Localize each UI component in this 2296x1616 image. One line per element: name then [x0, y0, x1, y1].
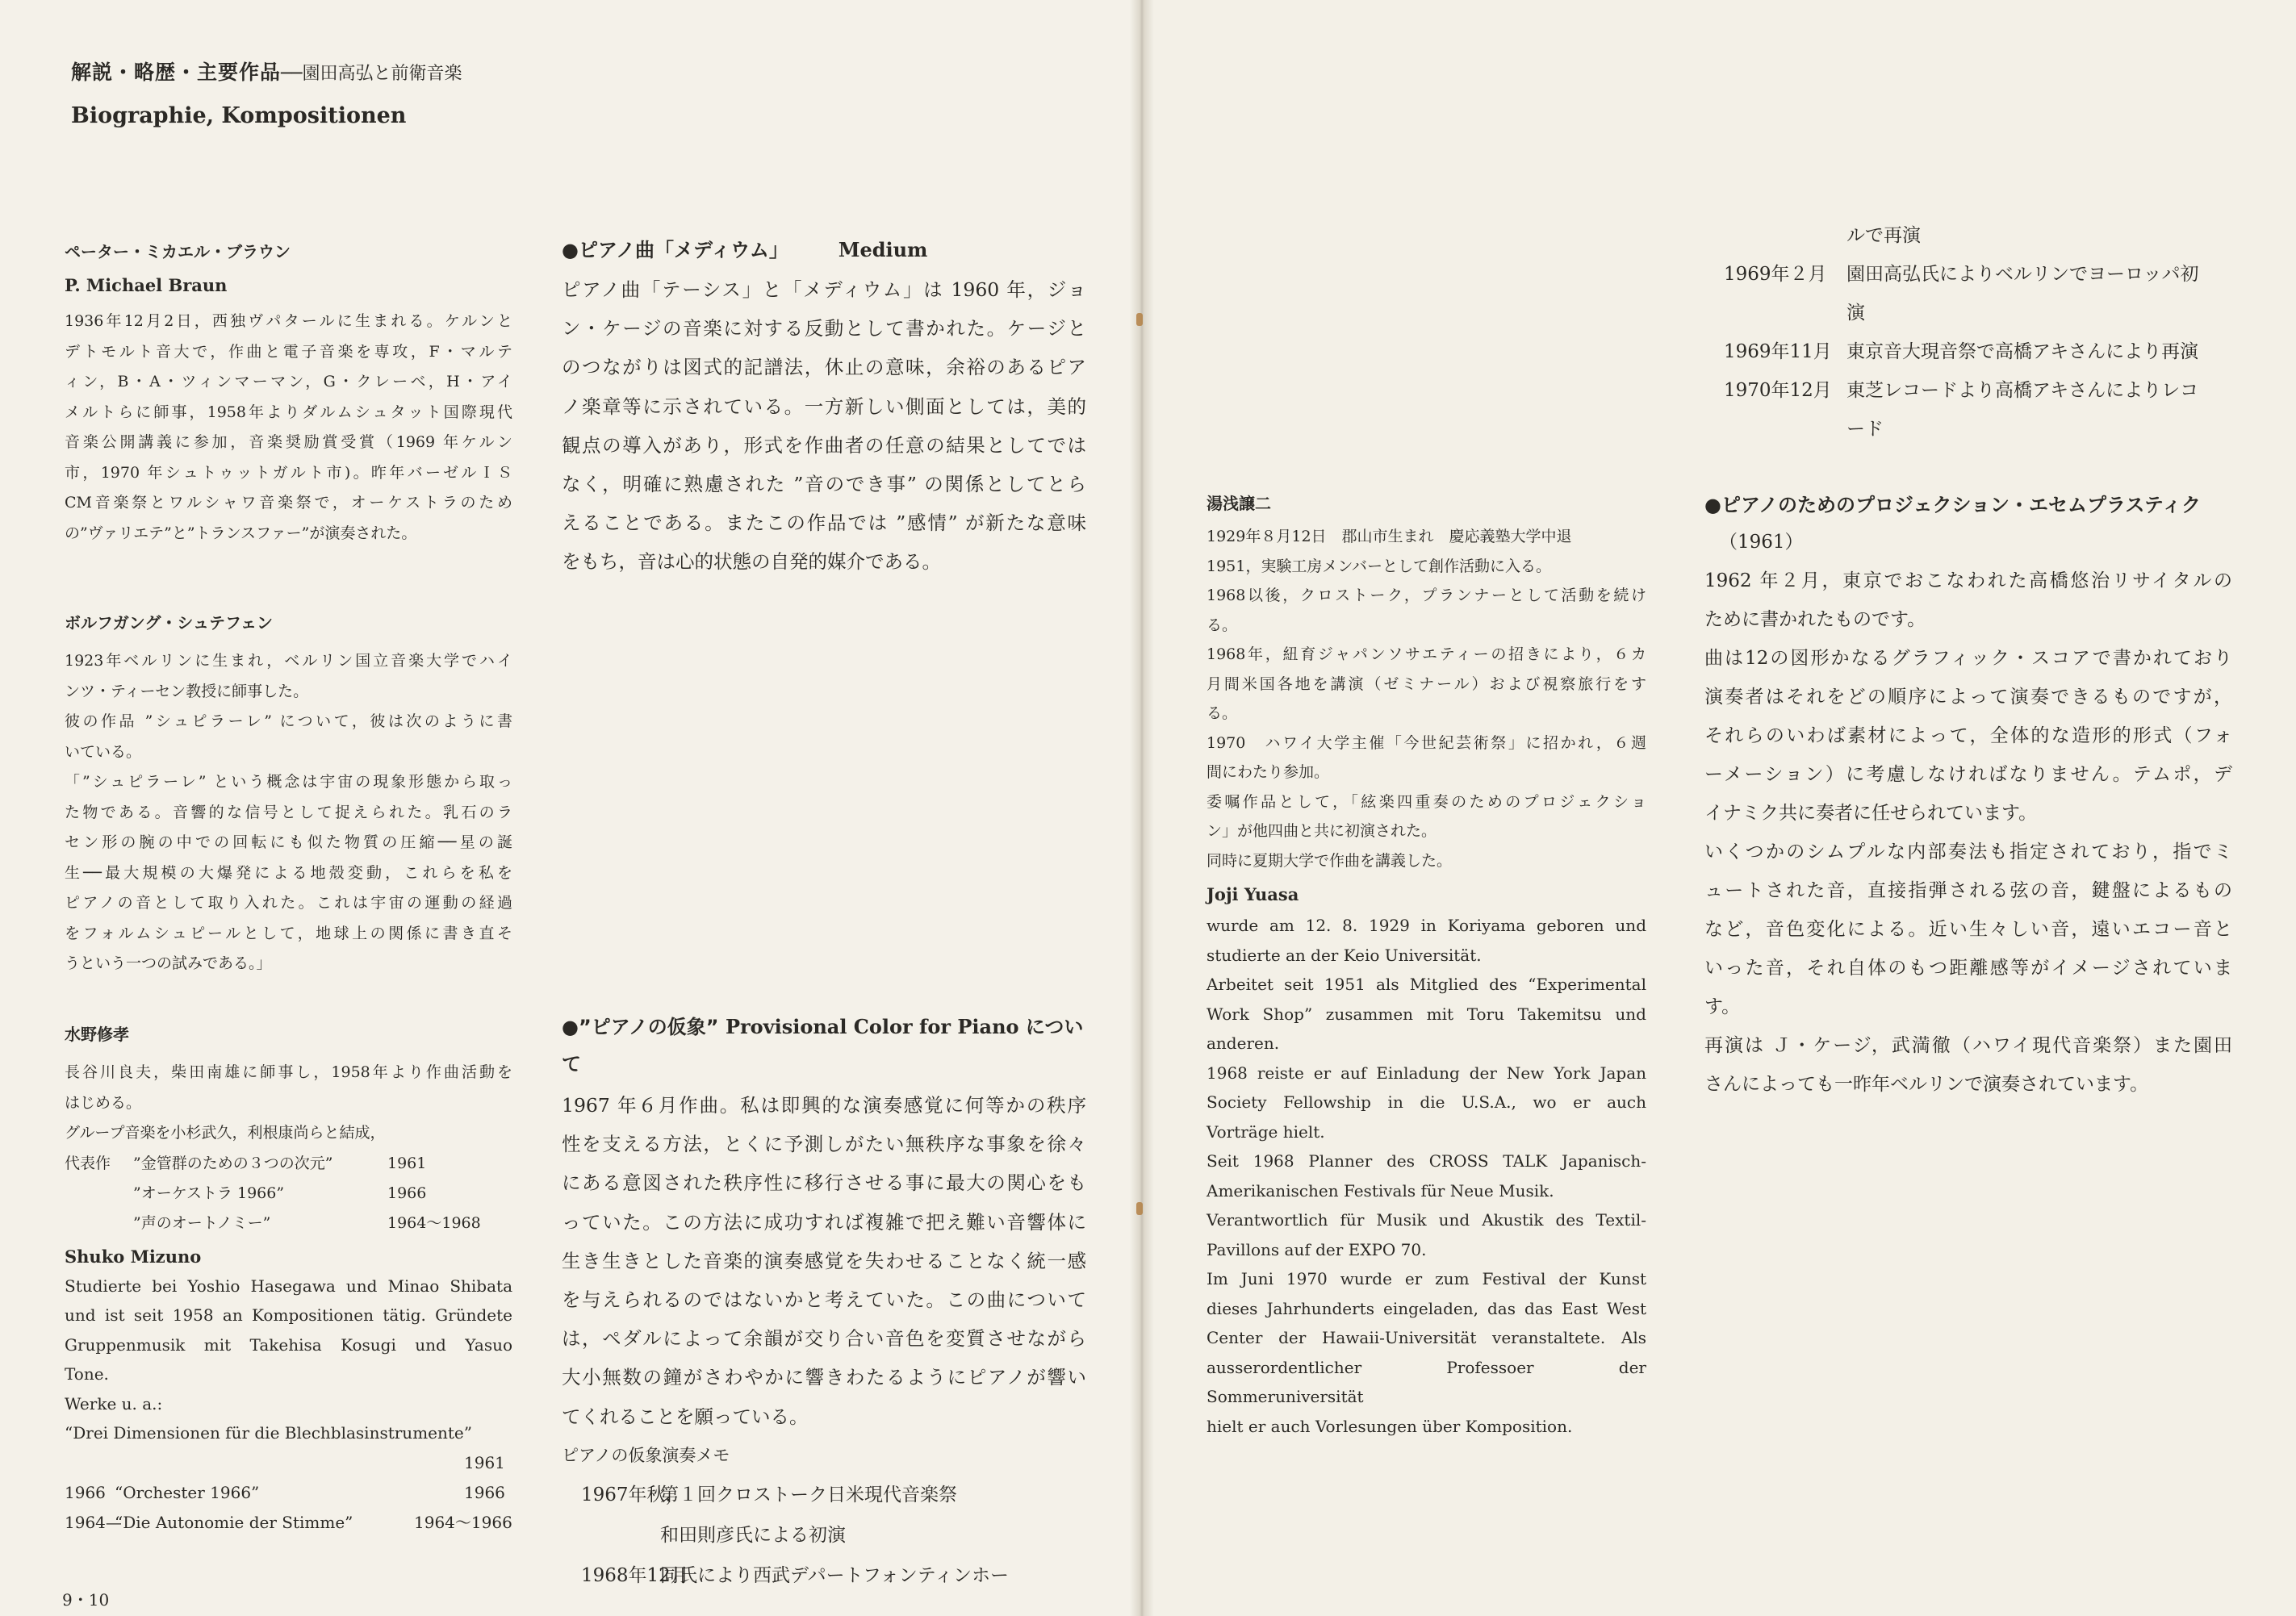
- text-line: Verantwortlich für Musik und Akustik des Textil-: [1207, 1210, 1646, 1230]
- history-date: 1970年12月: [1724, 380, 1832, 401]
- title-jp: 解説・略歴・主要作品: [71, 61, 282, 84]
- text-line: のつながりは図式的記譜法，休止の意味，余裕のあるピア: [562, 356, 1086, 379]
- text-line: 月間米国各地を講演（ゼミナール）および視察旅行をす: [1207, 674, 1646, 693]
- text-line: 性を支える方法，とくに予測しがたい無秩序な事象を徐々: [562, 1133, 1086, 1156]
- text-line: 同時に夏期大学で作曲を講義した。: [1207, 851, 1453, 870]
- work-label: 1966: [65, 1482, 106, 1502]
- text-line: 演奏者はそれをどの順序によって演奏できるものですが，: [1704, 687, 2232, 708]
- memo-text: 第１回クロストーク日米現代音楽祭: [660, 1484, 957, 1506]
- text-line: Pavillons auf der EXPO 70.: [1207, 1239, 1427, 1259]
- composer-name-jp: ペーター・ミカエル・ブラウン: [65, 242, 291, 261]
- text-line: wurde am 12. 8. 1929 in Koriyama geboren und: [1207, 916, 1646, 935]
- work-title: “Die Autonomie der Stimme”: [115, 1512, 353, 1532]
- text-line: und ist seit 1958 an Kompositionen tätig. Gründete: [65, 1305, 512, 1325]
- text-line: ン」が他四曲と共に初演された。: [1207, 822, 1437, 840]
- text-line: 再演は Ｊ・ケージ，武満徹（ハワイ現代音楽祭）また園田: [1704, 1035, 2232, 1056]
- text-line: にある意図された秩序性に移行させる事に最大の関心をも: [562, 1171, 1086, 1195]
- work-title: ”声のオートノミー”: [133, 1213, 271, 1232]
- history-text: 東京音大現音祭で高橋アキさんにより再演: [1846, 341, 2199, 362]
- composer-name-jp: ボルフガング・シュテフェン: [65, 613, 273, 633]
- text-line: いくつかのシムプルな内部奏法も指定されており，指でミ: [1704, 841, 2232, 862]
- memo-date: 1968年12月: [581, 1565, 689, 1587]
- text-line: 間にわたり参加。: [1207, 763, 1330, 781]
- work-title: ”金管群のための３つの次元”: [133, 1154, 333, 1172]
- text-line: 市，1970 年シュトゥットガルト市)。昨年バーゼルＩＳ: [65, 463, 512, 482]
- memo-row: [581, 1515, 1086, 1555]
- work-row: [65, 1179, 512, 1209]
- text-line: 委嘱作品として，「絃楽四重奏のためのプロジェクショ: [1207, 792, 1646, 811]
- section-title-cont: て: [562, 1053, 581, 1075]
- text-line: Werke u. a.:: [65, 1393, 163, 1413]
- work-year: 1964〜1968: [387, 1213, 481, 1232]
- work-row: [65, 1209, 512, 1238]
- memo-heading: ピアノの仮象演奏メモ: [562, 1445, 730, 1465]
- text-line: Work Shop” zusammen mit Toru Takemitsu und: [1207, 1004, 1646, 1024]
- history-text: ード: [1846, 419, 1884, 440]
- work-year: 1966: [464, 1482, 505, 1502]
- history-row: [1724, 410, 2240, 449]
- history-text: 園田高弘氏によりベルリンでヨーロッパ初: [1846, 264, 2199, 285]
- text-line: ュートされた音，直接指弾される弦の音，鍵盤によるもの: [1704, 880, 2232, 901]
- stephan-section: [65, 610, 512, 979]
- text-line: ausserordentlicher Professoer der Sommeruniversität: [1207, 1357, 1646, 1406]
- work-year: 1966: [387, 1184, 427, 1202]
- text-line: ために書かれたものです。: [1704, 609, 1926, 630]
- history-text: 東芝レコードより高橋アキさんによりレコ: [1846, 380, 2199, 401]
- text-line: Gruppenmusik mit Takehisa Kosugi und Yasuo: [65, 1334, 512, 1355]
- page-title-jp: [71, 56, 462, 86]
- memo-text: 同氏により西武デパートフォンティンホー: [660, 1565, 1009, 1587]
- provisional-section: [562, 1008, 1086, 1596]
- history-row: [1724, 255, 2240, 294]
- text-line: デトモルト音大で，作曲と電子音楽を専攻，F・マルテ: [65, 342, 512, 361]
- works-list-de: [65, 1448, 512, 1538]
- text-line: 1968年，紐育ジャパンソサエティーの招きにより，６カ: [1207, 645, 1646, 663]
- memo-row: [581, 1555, 1086, 1596]
- projection-section: [1704, 487, 2232, 1104]
- work-label: 1964—: [65, 1512, 122, 1532]
- text-line: てくれることを願っている。: [562, 1405, 809, 1428]
- text-line: ピアノ曲「テーシス」と「メディウム」は 1960 年，ジョ: [562, 278, 1086, 301]
- text-line: Vorträge hielt.: [1207, 1121, 1325, 1142]
- text-line: CM音楽祭とワルシャワ音楽祭で，オーケストラのため: [65, 494, 512, 512]
- page-title-de: Biographie, Kompositionen: [71, 103, 407, 128]
- text-line: 1970 ハワイ大学主催「今世紀芸術祭」に招かれ，６週: [1207, 733, 1646, 752]
- text-line: 1929年８月12日 郡山市生まれ 慶応義塾大学中退: [1207, 528, 1572, 545]
- composer-name-jp: 水野修孝: [65, 1025, 129, 1044]
- text-line: Tone.: [65, 1364, 109, 1384]
- text-line: dieses Jahrhunderts eingeladen, das das East West: [1207, 1298, 1646, 1318]
- mizuno-section: [65, 1021, 512, 1538]
- memo-date: 1967年秋，: [581, 1484, 684, 1506]
- text-line: いった音，それ自体のもつ距離感等がイメージされていま: [1704, 958, 2232, 979]
- text-line: Society Fellowship in die U.S.A., wo er auch: [1207, 1092, 1646, 1112]
- section-title-jp-tail: につい: [1025, 1016, 1084, 1038]
- text-line: メルトらに師事，1958年よりダルムシュタット国際現代: [65, 403, 512, 421]
- text-line: 生──最大規模の大爆発による地殻変動，これらを私を: [65, 863, 512, 882]
- text-line: る。: [1207, 616, 1238, 634]
- text-line: ィン，B・A・ツィンマーマン，G・クレーベ，H・アイ: [65, 373, 512, 390]
- text-line: の”ヴァリエテ”と”トランスファー”が演奏された。: [65, 524, 417, 542]
- text-line: studierte an der Keio Universität.: [1207, 945, 1482, 965]
- section-year: （1961）: [1719, 532, 1804, 553]
- text-line: 1962 年２月，東京でおこなわれた高橋悠治リサイタルの: [1704, 570, 2232, 591]
- work-label: 代表作: [65, 1154, 111, 1172]
- text-line: 生き生きとした音楽的演奏感覚を失わせることなく統一感: [562, 1249, 1086, 1272]
- staple-mark: [1136, 1202, 1143, 1215]
- text-line: イナミク共に奏者に任せられています。: [1704, 803, 2038, 824]
- work-title: “Orchester 1966”: [115, 1482, 260, 1502]
- composer-name-de: P. Michael Braun: [65, 275, 228, 295]
- work-title: ”オーケストラ 1966”: [133, 1184, 285, 1202]
- work-row: [65, 1149, 512, 1179]
- work-year: 1961: [387, 1154, 427, 1172]
- section-title-jp: ●”ピアノの仮象”: [562, 1016, 719, 1038]
- text-line: をフォルムシュピールとして，地球上の関係に書き直そ: [65, 924, 512, 942]
- work-row: [65, 1448, 512, 1478]
- text-line: hielt er auch Vorlesungen über Komposition.: [1207, 1416, 1573, 1436]
- text-line: 曲は12の図形かなるグラフィック・スコアで書かれており: [1704, 648, 2232, 669]
- medium-section: [562, 234, 1086, 582]
- text-line: 観点の導入があり，形式を作曲者の任意の結果としてでは: [562, 433, 1086, 457]
- yuasa-section: [1207, 491, 1646, 1441]
- book-gutter: [1130, 0, 1154, 1616]
- history-date: 1969年２月: [1724, 264, 1827, 285]
- text-line: さんによっても一昨年ベルリンで演奏されています。: [1704, 1074, 2149, 1095]
- text-line: 1923年ベルリンに生まれ，ベルリン国立音楽大学でハイ: [65, 652, 512, 670]
- works-list-jp: [65, 1149, 512, 1238]
- work-year: 1961: [464, 1452, 505, 1472]
- history-text: 演: [1846, 303, 1865, 324]
- performance-memo: [581, 1475, 1086, 1596]
- history-text: ルで再演: [1846, 225, 1921, 246]
- text-line: それらのいわば素材によって，全体的な造形的形式（フォ: [1704, 725, 2232, 746]
- memo-row: [581, 1475, 1086, 1515]
- text-line: ンツ・ティーセン教授に師事した。: [65, 682, 309, 700]
- text-line: Amerikanischen Festivals für Neue Musik.: [1207, 1180, 1554, 1201]
- section-title-jp: ●ピアノ曲「メディウム」: [562, 239, 788, 261]
- text-line: なく，明確に熟慮された ”音のでき事” の関係としてとら: [562, 473, 1086, 496]
- text-line: Center der Hawaii-Universität veranstaltete. Als: [1207, 1328, 1646, 1347]
- composer-name-de: Joji Yuasa: [1207, 884, 1299, 904]
- text-line: をもち，音は心的状態の自発的媒介である。: [562, 550, 941, 574]
- composer-name-de: Shuko Mizuno: [65, 1246, 202, 1267]
- work-row: [65, 1478, 512, 1508]
- history-row: [1724, 294, 2240, 332]
- braun-section: [65, 239, 512, 549]
- performance-history: [1724, 216, 2240, 449]
- text-line: る。: [1207, 704, 1238, 722]
- staple-mark: [1136, 313, 1143, 326]
- memo-text: 和田則彦氏による初演: [660, 1525, 846, 1547]
- text-line: グループ音楽を小杉武久，利根康尚らと結成，: [65, 1124, 386, 1142]
- section-title: ●ピアノのためのプロジェクション・エセムプラスティク: [1704, 494, 2201, 516]
- text-line: た物である。音響的な信号として捉えられた。乳石のラ: [65, 803, 512, 821]
- text-line: など，音色変化による。近い生々しい音，遠いエコー音と: [1704, 919, 2232, 940]
- text-line: ピアノの音として取り入れた。これは宇宙の運動の経過: [65, 894, 512, 912]
- text-line: 1968 reiste er auf Einladung der New York Japan: [1207, 1063, 1646, 1083]
- text-line: 1968以後，クロストーク，プランナーとして活動を続け: [1207, 587, 1646, 604]
- history-row: [1724, 216, 2240, 255]
- text-line: Arbeitet seit 1951 als Mitglied des “Experimental: [1207, 975, 1646, 994]
- text-line: anderen.: [1207, 1033, 1280, 1053]
- text-line: ン・ケージの音楽に対する反動として書かれた。ケージと: [562, 317, 1086, 340]
- text-line: うという一つの試みである。」: [65, 954, 272, 972]
- text-line: す。: [1704, 996, 1741, 1017]
- section-title: [562, 1008, 1086, 1046]
- text-line: Im Juni 1970 wurde er zum Festival der Kunst: [1207, 1269, 1646, 1288]
- text-line: “Drei Dimensionen für die Blechblasinstrumente”: [65, 1423, 472, 1443]
- history-row: [1724, 332, 2240, 371]
- text-line: 長谷川良夫，柴田南雄に師事し，1958年より作曲活動を: [65, 1063, 512, 1081]
- text-line: 「”シュピラーレ” という概念は宇宙の現象形態から取っ: [65, 773, 512, 791]
- text-line: 彼の作品 ”シュピラーレ” について，彼は次のように書: [65, 712, 512, 730]
- work-row: [65, 1508, 512, 1538]
- text-line: セン形の腕の中での回転にも似た物質の圧縮──星の誕: [65, 833, 512, 851]
- text-line: 1951，実験工房メンバーとして創作活動に入る。: [1207, 557, 1552, 575]
- history-row: [1724, 371, 2240, 410]
- work-year: 1964〜1966: [414, 1512, 512, 1532]
- text-line: 音楽公開講義に参加，音楽奨励賞受賞（1969 年ケルン: [65, 433, 512, 451]
- text-line: いている。: [65, 742, 142, 761]
- text-line: Seit 1968 Planner des CROSS TALK Japanisch-: [1207, 1151, 1646, 1171]
- text-line: ノ楽章等に示されている。一方新しい側面としては，美的: [562, 395, 1086, 418]
- section-title: [562, 234, 1086, 262]
- text-line: 1967 年６月作曲。私は即興的な演奏感覚に何等かの秩序: [562, 1094, 1086, 1117]
- page-number: 9・10: [62, 1590, 110, 1610]
- text-line: っていた。この方法に成功すれば複雑で把え難い音響体に: [562, 1210, 1086, 1234]
- text-line: ーメーション）に考慮しなければなりません。テムポ，デ: [1704, 764, 2232, 785]
- composer-name-jp: 湯浅譲二: [1207, 494, 1271, 513]
- section-title-de: Provisional Color for Piano: [725, 1015, 1019, 1038]
- section-title-de: Medium: [838, 238, 928, 261]
- text-line: 1936年12月2日，西独ヴパタールに生まれる。ケルンと: [65, 312, 512, 330]
- text-line: Studierte bei Yoshio Hasegawa und Minao Shibata: [65, 1276, 512, 1296]
- text-line: 大小無数の鐘がさわやかに響きわたるようにピアノが響い: [562, 1366, 1086, 1389]
- text-line: はじめる。: [65, 1093, 142, 1112]
- text-line: は，ペダルによって余韻が交り合い音色を変質させながら: [562, 1327, 1086, 1351]
- text-line: を与えられるのではないかと考えていた。この曲について: [562, 1288, 1086, 1312]
- subtitle-jp: ──園田高弘と前衛音楽: [281, 64, 462, 84]
- history-date: 1969年11月: [1724, 341, 1832, 362]
- text-line: えることである。またこの作品では ”感情” が新たな意味: [562, 512, 1086, 535]
